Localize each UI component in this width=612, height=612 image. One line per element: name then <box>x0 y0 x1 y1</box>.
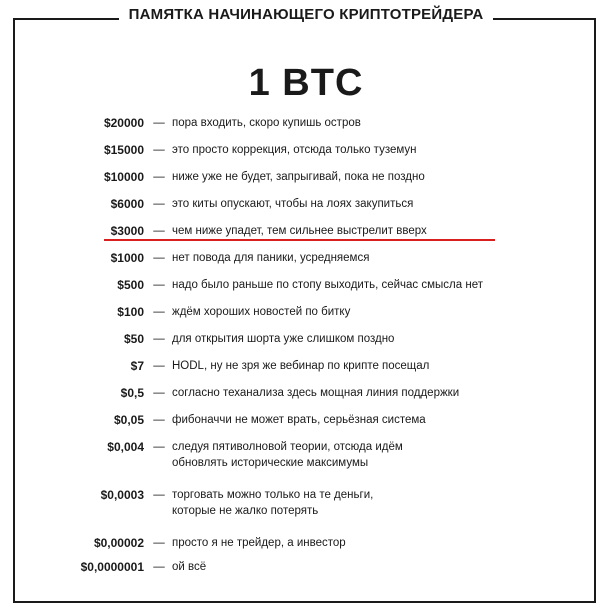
memo-header-title: ПАМЯТКА НАЧИНАЮЩЕГО КРИПТОТРЕЙДЕРА <box>119 6 494 23</box>
price-comment: для открытия шорта уже слишком поздно <box>172 333 395 345</box>
price-row <box>0 115 612 131</box>
dash: — <box>153 441 165 453</box>
memo-header <box>0 6 612 24</box>
price-label: $20000 <box>103 116 144 130</box>
price-row <box>0 250 612 266</box>
price-row <box>0 487 612 519</box>
dash: — <box>153 537 165 549</box>
price-row <box>0 196 612 212</box>
price-row-highlighted <box>0 223 612 239</box>
dash: — <box>153 387 165 399</box>
price-label: $15000 <box>103 143 144 157</box>
price-comment: просто я не трейдер, а инвестор <box>172 537 346 549</box>
price-label: $6000 <box>110 197 144 211</box>
price-label: $500 <box>117 278 144 292</box>
dash: — <box>153 171 165 183</box>
dash: — <box>153 144 165 156</box>
dash: — <box>153 306 165 318</box>
price-label: $0,00002 <box>93 536 144 550</box>
dash: — <box>153 198 165 210</box>
price-comment: фибоначчи не может врать, серьёзная система <box>172 414 426 426</box>
price-comment: согласно теханализа здесь мощная линия поддержки <box>172 387 460 399</box>
price-label: $7 <box>130 359 144 373</box>
price-comment: это киты опускают, чтобы на лоях закупиться <box>172 198 414 210</box>
price-comment: ждём хороших новостей по битку <box>172 306 351 318</box>
price-comment: пора входить, скоро купишь остров <box>172 117 361 129</box>
price-comment: ниже уже не будет, запрыгивай, пока не поздно <box>172 171 425 183</box>
price-label: $0,0003 <box>100 488 144 502</box>
price-comment: ой всё <box>172 561 207 573</box>
price-row <box>0 559 612 575</box>
price-label: $1000 <box>110 251 144 265</box>
price-row <box>0 304 612 320</box>
dash: — <box>153 252 165 264</box>
price-row <box>0 142 612 158</box>
price-label: $100 <box>117 305 144 319</box>
price-label: $0,5 <box>120 386 144 400</box>
price-row <box>0 412 612 428</box>
dash: — <box>153 561 165 573</box>
dash: — <box>153 360 165 372</box>
price-row <box>0 439 612 471</box>
highlight-underline <box>104 239 495 241</box>
price-row <box>0 331 612 347</box>
price-comment: следуя пятиволновой теории, отсюда идём обновлять исторические максимумы <box>172 441 403 469</box>
dash: — <box>153 225 165 237</box>
price-row <box>0 358 612 374</box>
price-label: $0,004 <box>107 440 144 454</box>
price-label: $50 <box>123 332 144 346</box>
dash: — <box>153 333 165 345</box>
price-label: $0,0000001 <box>80 560 144 574</box>
price-label: $3000 <box>110 224 144 238</box>
price-row <box>0 169 612 185</box>
price-label: $0,05 <box>113 413 144 427</box>
dash: — <box>153 279 165 291</box>
dash: — <box>153 414 165 426</box>
price-comment: торговать можно только на те деньги, которые не жалко потерять <box>172 489 374 517</box>
price-comment: надо было раньше по стопу выходить, сейчас смысла нет <box>172 279 483 291</box>
price-comment: это просто коррекция, отсюда только туземун <box>172 144 417 156</box>
price-comment: чем ниже упадет, тем сильнее выстрелит вверх <box>172 225 427 237</box>
price-row <box>0 385 612 401</box>
price-comment: нет повода для паники, усредняемся <box>172 252 370 264</box>
price-label: $10000 <box>103 170 144 184</box>
dash: — <box>153 489 165 501</box>
price-row <box>0 535 612 551</box>
price-comment: HODL, ну не зря же вебинар по крипте посещал <box>172 360 430 372</box>
main-title: 1 BTC <box>248 62 364 104</box>
price-row <box>0 277 612 293</box>
dash: — <box>153 117 165 129</box>
